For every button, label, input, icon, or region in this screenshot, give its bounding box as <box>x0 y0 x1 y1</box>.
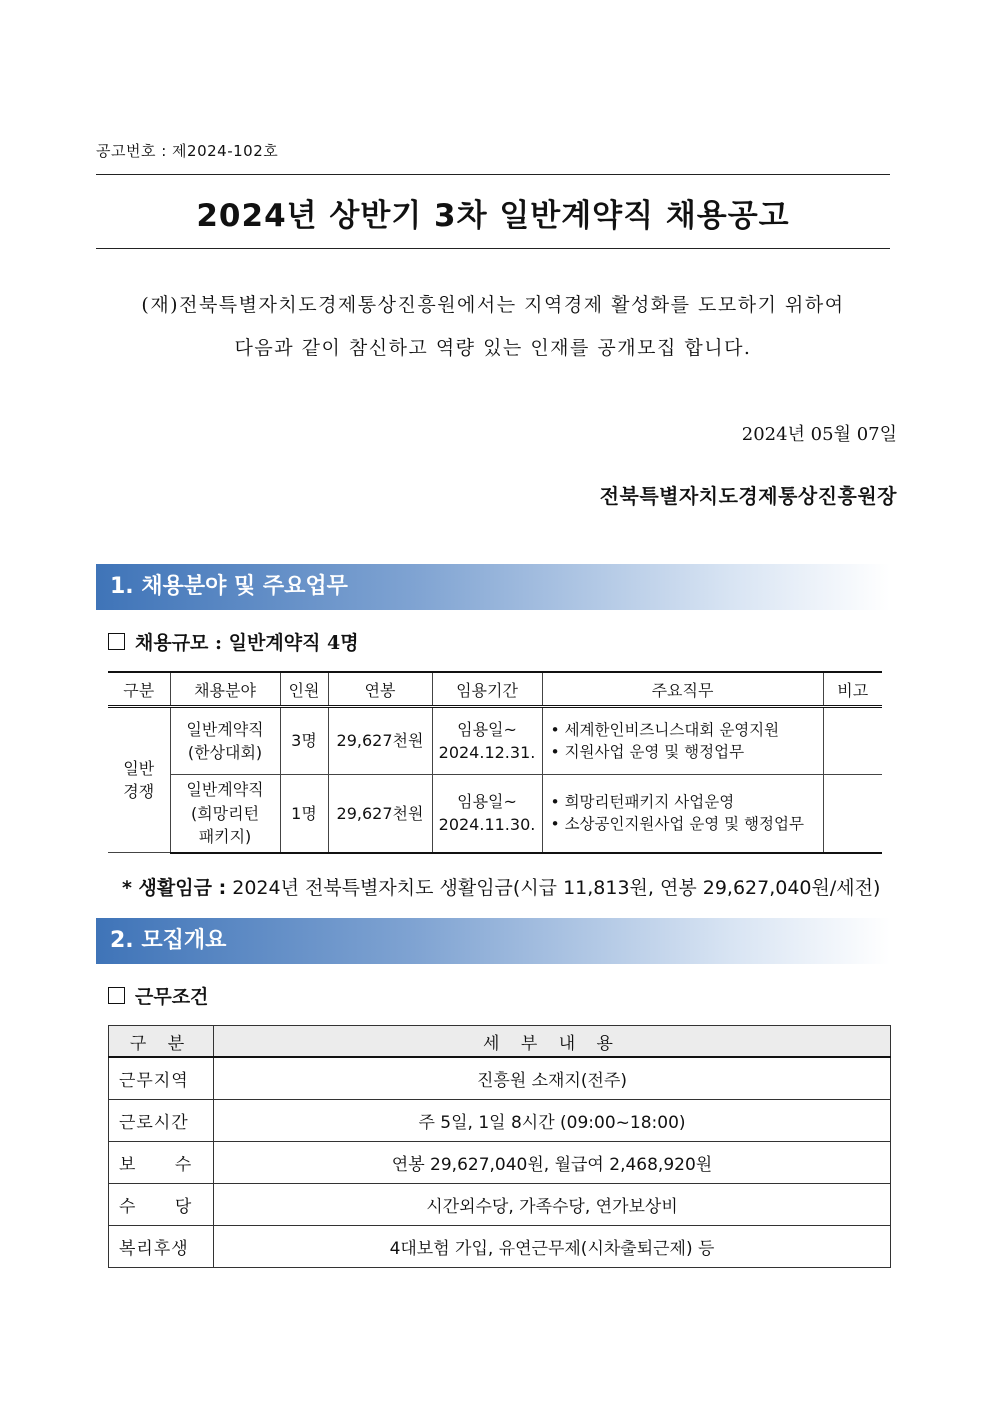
field-line: 일반계약직 <box>186 719 264 739</box>
condition-value: 주 5일, 1일 8시간 (09:00~18:00) <box>214 1100 891 1142</box>
field-line: (한상대회) <box>187 743 263 762</box>
announcement-date: 2024년 05월 07일 <box>741 424 897 445</box>
section-2-subheading-text: 근무조건 <box>135 986 209 1008</box>
notice-number: 공고번호 : 제2024-102호 <box>96 142 279 160</box>
duty-cell <box>542 707 823 775</box>
condition-key: 보 수 <box>109 1142 214 1184</box>
condition-value: 연봉 29,627,040원, 월급여 2,468,920원 <box>214 1142 891 1184</box>
salary-cell: 29,627천원 <box>328 775 432 853</box>
period-line: 2024.12.31. <box>438 743 536 762</box>
duty-cell <box>542 775 823 853</box>
table-row <box>109 1142 891 1184</box>
checkbox-square-icon <box>108 987 125 1004</box>
table-row <box>109 1100 891 1142</box>
table-row <box>109 1226 891 1268</box>
duty-item: • 소상공인지원사업 운영 및 행정업무 <box>550 815 804 834</box>
section-2-subheading <box>108 982 208 1009</box>
living-wage-text: 2024년 전북특별자치도 생활임금(시급 11,813원, 연봉 29,627,040원/세전) <box>226 877 881 899</box>
field-cell <box>170 707 280 775</box>
table-row <box>109 1057 891 1100</box>
col-header-period: 임용기간 <box>432 672 542 707</box>
condition-value: 시간외수당, 가족수당, 연가보상비 <box>214 1184 891 1226</box>
field-cell <box>170 775 280 853</box>
field-line: (희망리턴 <box>190 803 260 823</box>
field-line: 일반계약직 <box>186 780 264 800</box>
col-header-count: 인원 <box>280 672 328 707</box>
section-1-header: 1. 채용분야 및 주요업무 <box>96 564 890 610</box>
living-wage-label: * 생활임금 : <box>122 877 227 899</box>
note-cell <box>823 775 882 853</box>
work-conditions-header <box>109 1026 891 1058</box>
count-cell: 1명 <box>280 775 328 853</box>
section-1-subheading-text: 채용규모 : 일반계약직 4명 <box>135 632 359 654</box>
recruitment-table <box>108 671 882 854</box>
intro-line-1: (재)전북특별자치도경제통상진흥원에서는 지역경제 활성화를 도모하기 위하여 <box>141 294 845 316</box>
intro-line-2: 다음과 같이 참신하고 역량 있는 인재를 공개모집 합니다. <box>234 337 752 359</box>
living-wage-note <box>122 873 880 900</box>
section-2-header: 2. 모집개요 <box>96 918 890 964</box>
condition-key: 근무지역 <box>109 1057 214 1100</box>
col-header-details: 세 부 내 용 <box>214 1026 891 1058</box>
group-label-line: 일반 <box>123 758 155 778</box>
work-conditions-table <box>108 1025 891 1268</box>
group-label-line: 경쟁 <box>123 782 155 801</box>
recruitment-table-header <box>108 672 882 707</box>
salary-cell: 29,627천원 <box>328 707 432 775</box>
col-header-note: 비고 <box>823 672 882 707</box>
period-cell <box>432 707 542 775</box>
col-header-field: 채용분야 <box>170 672 280 707</box>
section-1-subheading <box>108 628 359 655</box>
period-line: 2024.11.30. <box>438 815 536 835</box>
period-line: 임용일~ <box>457 719 517 739</box>
group-label <box>108 707 170 853</box>
condition-key: 근로시간 <box>109 1100 214 1142</box>
condition-key: 복리후생 <box>109 1226 214 1268</box>
condition-value: 진흥원 소재지(전주) <box>214 1057 891 1100</box>
field-line: 패키지) <box>198 826 252 846</box>
col-header-category: 구 분 <box>109 1026 214 1058</box>
title-divider <box>96 248 890 249</box>
period-line: 임용일~ <box>457 792 517 812</box>
period-cell <box>432 775 542 853</box>
top-divider <box>96 174 890 175</box>
col-header-salary: 연봉 <box>328 672 432 707</box>
duty-item: • 지원사업 운영 및 행정업무 <box>550 743 745 761</box>
duty-item: • 세계한인비즈니스대회 운영지원 <box>550 720 780 739</box>
condition-key: 수 당 <box>109 1184 214 1226</box>
condition-value: 4대보험 가입, 유연근무제(시차출퇴근제) 등 <box>214 1226 891 1268</box>
col-header-category: 구분 <box>108 672 170 707</box>
col-header-duties: 주요직무 <box>542 672 823 707</box>
count-cell: 3명 <box>280 707 328 775</box>
checkbox-square-icon <box>108 633 125 650</box>
table-row <box>108 707 882 775</box>
table-row <box>108 775 882 853</box>
note-cell <box>823 707 882 775</box>
organization-signature: 전북특별자치도경제통상진흥원장 <box>599 484 897 508</box>
duty-item: • 희망리턴패키지 사업운영 <box>550 792 735 811</box>
table-row <box>109 1184 891 1226</box>
page-title: 2024년 상반기 3차 일반계약직 채용공고 <box>196 198 790 234</box>
